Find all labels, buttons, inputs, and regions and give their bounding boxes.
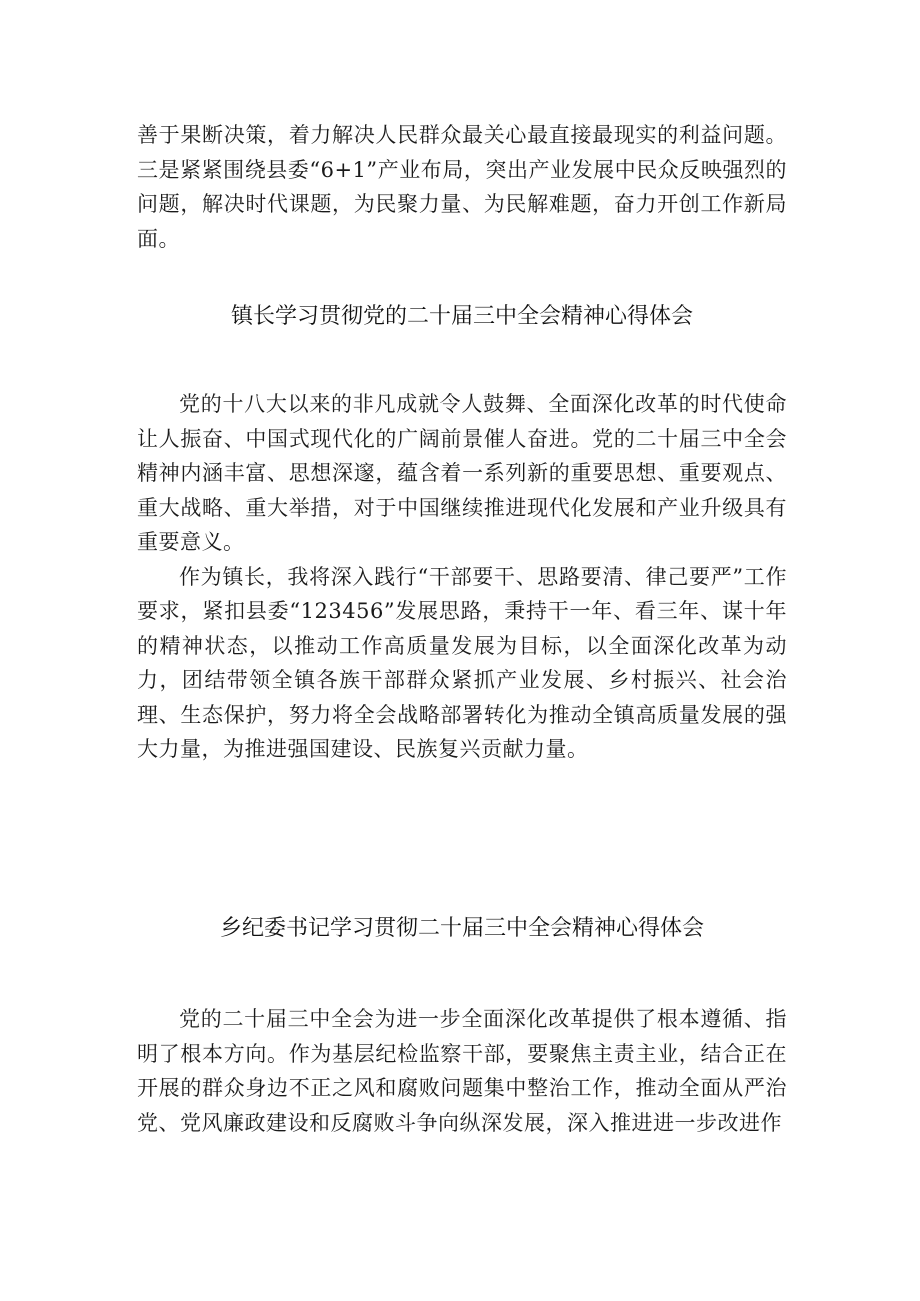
section-1-title: 镇长学习贯彻党的二十届三中全会精神心得体会 xyxy=(230,304,693,329)
section-1-paragraph-2: 作为镇长，我将深入践行“干部要干、思路要清、律己要严”工作要求，紧扣县委“123456”发展思路，秉持干一年、看三年、谋十年的精神状态，以推动工作高质量发展为目标，以全面深化改革为动力，团结带领全镇各族干部群众紧抓产业发展、乡村振兴、社会治理、生态保护，努力将全会战略部署转化为推动全镇高质量发展的强大力量，为推进强国建设、民族复兴贡献力量。 xyxy=(137,564,787,761)
intro-text-block xyxy=(137,118,787,256)
section-2-paragraph-1: 党的二十届三中全会为进一步全面深化改革提供了根本遵循、指明了根本方向。作为基层纪检监察干部，要聚焦主责主业，结合正在开展的群众身边不正之风和腐败问题集中整治工作，推动全面从严治党、党风廉政建设和反腐败斗争向纵深发展，深入推进进一步改进作 xyxy=(137,1007,787,1135)
section-2-title: 乡纪委书记学习贯彻二十届三中全会精神心得体会 xyxy=(219,916,704,941)
section-2-body xyxy=(137,1002,787,1140)
intro-paragraph: 善于果断决策，着力解决人民群众最关心最直接最现实的利益问题。三是紧紧围绕县委“6+1”产业布局，突出产业发展中民众反映强烈的问题，解决时代课题，为民聚力量、为民解难题，奋力开创工作新局面。 xyxy=(137,123,787,251)
section-1-body xyxy=(137,387,787,767)
section-1-paragraph-1: 党的十八大以来的非凡成就令人鼓舞、全面深化改革的时代使命让人振奋、中国式现代化的广阔前景催人奋进。党的二十届三中全会精神内涵丰富、思想深邃，蕴含着一系列新的重要思想、重要观点、重大战略、重大举措，对于中国继续推进现代化发展和产业升级具有重要意义。 xyxy=(137,392,787,554)
